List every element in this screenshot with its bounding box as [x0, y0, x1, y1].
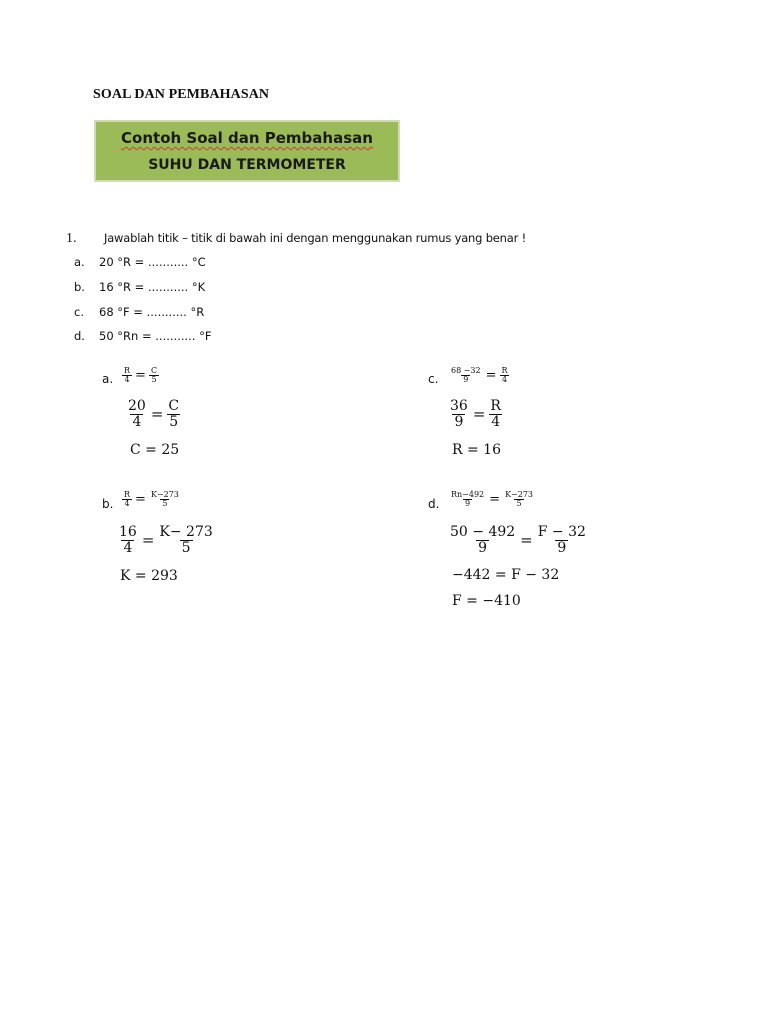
solution-b-label: b. — [102, 497, 114, 511]
solution-d-result-2: F = −410 — [452, 593, 521, 609]
item-text: 20 °R = ........... °C — [99, 255, 206, 269]
solution-a-result: C = 25 — [130, 442, 180, 458]
solution-a-formula: $\frac{R}{4}$ = $\frac{C}{5}$ — [124, 366, 158, 385]
solution-c-formula: $\frac{68 -32}{9}$ = $\frac{R}{4}$ — [451, 366, 508, 385]
title-banner — [94, 120, 400, 182]
banner-title-line2: SUHU DAN TERMOMETER — [148, 157, 346, 173]
item-letter: b. — [74, 280, 85, 294]
solution-d-step: $\frac{50 - 492}{9}$ = $\frac{F - 32}{9}$ — [450, 524, 586, 556]
solution-d-result-1: −442 = F − 32 — [452, 567, 560, 583]
solution-b-formula: $\frac{R}{4}$ = $\frac{K-273}{5}$ — [124, 490, 179, 509]
item-letter: a. — [74, 255, 85, 269]
solution-d-formula: $\frac{Rn-492}{9}$ = $\frac{K-273}{5}$ — [451, 490, 534, 509]
page-heading: SOAL DAN PEMBAHASAN — [93, 87, 270, 102]
solution-a-step: $\frac{20}{4}$ = $\frac{C}{5}$ — [128, 398, 180, 430]
item-letter: d. — [74, 329, 85, 343]
solution-d-label: d. — [428, 497, 440, 511]
solution-c-step: $\frac{36}{9}$ = $\frac{R}{4}$ — [450, 398, 501, 430]
solution-a-label: a. — [102, 372, 114, 386]
item-text: 50 °Rn = ........... °F — [99, 329, 212, 343]
solution-c-label: c. — [428, 372, 439, 386]
solution-c-result: R = 16 — [452, 442, 501, 458]
banner-title-line1: Contoh Soal dan Pembahasan — [121, 129, 373, 147]
item-text: 68 °F = ........... °R — [99, 305, 205, 319]
solution-b-result: K = 293 — [120, 568, 178, 584]
item-letter: c. — [74, 305, 84, 319]
question-number: 1. — [66, 231, 77, 246]
question-text: Jawablah titik – titik di bawah ini dengan menggunakan rumus yang benar ! — [104, 231, 527, 245]
item-text: 16 °R = ........... °K — [99, 280, 206, 294]
solution-b-step: $\frac{16}{4}$ = $\frac{K- 273}{5}$ — [119, 524, 213, 556]
